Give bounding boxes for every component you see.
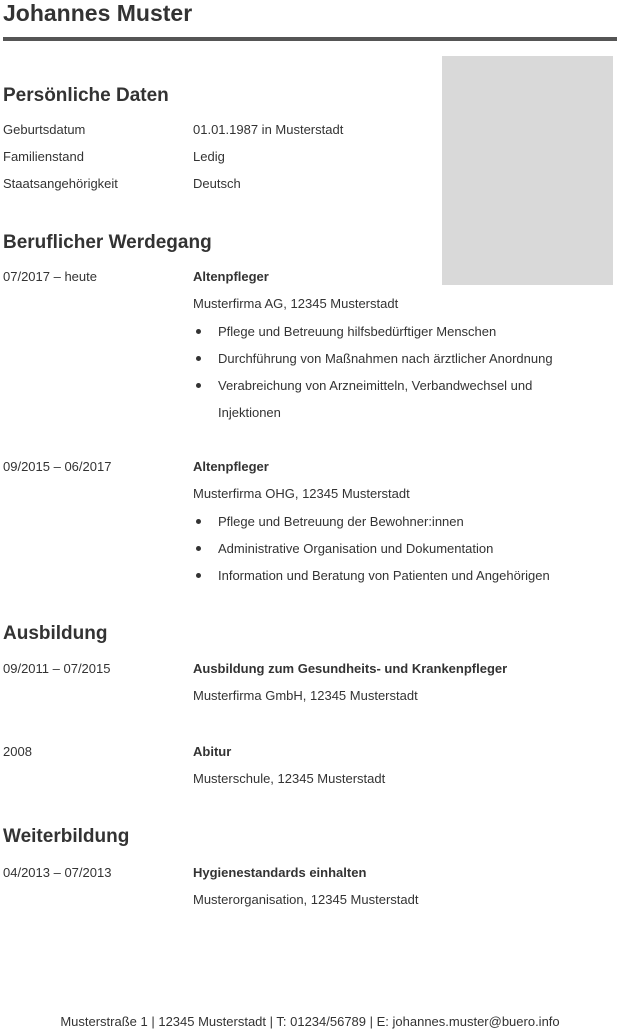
education-title: Abitur xyxy=(193,744,232,759)
cv-name: Johannes Muster xyxy=(3,0,193,26)
experience-period: 09/2015 – 06/2017 xyxy=(3,459,112,474)
training-period: 04/2013 – 07/2013 xyxy=(3,865,112,880)
list-item: Pflege und Betreuung hilfsbedürftiger Menschen xyxy=(193,318,573,345)
section-title-experience: Beruflicher Werdegang xyxy=(3,232,212,253)
education-place: Musterfirma GmbH, 12345 Musterstadt xyxy=(193,688,418,703)
education-period: 2008 xyxy=(3,744,32,759)
education-place: Musterschule, 12345 Musterstadt xyxy=(193,771,386,786)
personal-label-status: Familienstand xyxy=(3,149,84,164)
experience-company: Musterfirma AG, 12345 Musterstadt xyxy=(193,296,399,311)
experience-role: Altenpfleger xyxy=(193,269,269,284)
experience-role: Altenpfleger xyxy=(193,459,269,474)
footer-contact: Musterstraße 1 | 12345 Musterstadt | T: 01234/56789 | E: johannes.muster@buero.info xyxy=(60,1014,560,1029)
experience-bullet-list xyxy=(193,508,593,589)
education-period: 09/2011 – 07/2015 xyxy=(3,661,111,676)
list-item: Durchführung von Maßnahmen nach ärztlicher Anordnung xyxy=(193,345,573,372)
list-item: Verabreichung von Arzneimitteln, Verbandwechsel und Injektionen xyxy=(193,372,573,426)
experience-bullet-list xyxy=(193,318,573,426)
personal-label-nationality: Staatsangehörigkeit xyxy=(3,176,118,191)
training-place: Musterorganisation, 12345 Musterstadt xyxy=(193,892,419,907)
section-title-personal: Persönliche Daten xyxy=(3,85,169,106)
personal-value-nationality: Deutsch xyxy=(193,176,241,191)
section-title-education: Ausbildung xyxy=(3,623,108,644)
personal-value-status: Ledig xyxy=(193,149,225,164)
section-title-training: Weiterbildung xyxy=(3,826,130,847)
personal-label-birth: Geburtsdatum xyxy=(3,122,86,137)
training-title: Hygienestandards einhalten xyxy=(193,865,367,880)
list-item: Pflege und Betreuung der Bewohner:innen xyxy=(193,508,593,535)
experience-period: 07/2017 – heute xyxy=(3,269,97,284)
education-title: Ausbildung zum Gesundheits- und Krankenpfleger xyxy=(193,661,508,676)
personal-value-birth: 01.01.1987 in Musterstadt xyxy=(193,122,344,137)
photo-placeholder xyxy=(442,56,613,285)
experience-company: Musterfirma OHG, 12345 Musterstadt xyxy=(193,486,410,501)
list-item: Administrative Organisation und Dokumentation xyxy=(193,535,593,562)
header-divider xyxy=(3,37,617,41)
list-item: Information und Beratung von Patienten und Angehörigen xyxy=(193,562,593,589)
